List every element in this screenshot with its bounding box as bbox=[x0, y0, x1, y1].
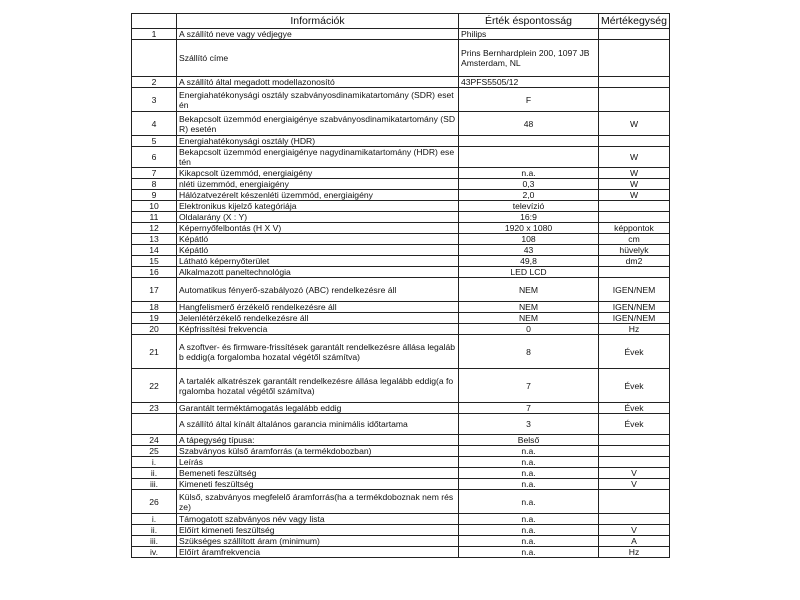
row-label: nléti üzemmód, energiaigény bbox=[177, 179, 459, 190]
row-unit: W bbox=[599, 168, 670, 179]
row-label: Oldalarány (X : Y) bbox=[177, 212, 459, 223]
row-value: 7 bbox=[459, 369, 599, 403]
row-label: Hálózatvezérelt készenléti üzemmód, energiaigény bbox=[177, 190, 459, 201]
row-label: A szállító által kínált általános garancia minimális időtartama bbox=[177, 414, 459, 435]
row-number: 18 bbox=[132, 302, 177, 313]
row-label: Garantált terméktámogatás legalább eddig bbox=[177, 403, 459, 414]
row-unit bbox=[599, 490, 670, 514]
row-value: n.a. bbox=[459, 468, 599, 479]
row-unit: A bbox=[599, 536, 670, 547]
row-number: i. bbox=[132, 457, 177, 468]
table-row bbox=[132, 29, 670, 40]
row-value: 1920 x 1080 bbox=[459, 223, 599, 234]
row-unit bbox=[599, 435, 670, 446]
row-value: Philips bbox=[459, 29, 599, 40]
table-row bbox=[132, 369, 670, 403]
row-label: Energiahatékonysági osztály szabványosdinamikatartomány (SDR) esetén bbox=[177, 88, 459, 112]
row-number: 4 bbox=[132, 112, 177, 136]
row-value: 0,3 bbox=[459, 179, 599, 190]
row-label: Képfrissítési frekvencia bbox=[177, 324, 459, 335]
row-label: Szabványos külső áramforrás (a termékdobozban) bbox=[177, 446, 459, 457]
table-row bbox=[132, 234, 670, 245]
table-row bbox=[132, 514, 670, 525]
table-row bbox=[132, 403, 670, 414]
table-row bbox=[132, 212, 670, 223]
row-label: A szoftver- és firmware-frissítések garantált rendelkezésre állása legalább eddig(a forgalomba hozatal végétől számítva) bbox=[177, 335, 459, 369]
row-label: Automatikus fényerő-szabályozó (ABC) rendelkezésre áll bbox=[177, 278, 459, 302]
table-body bbox=[132, 29, 670, 558]
row-number: ii. bbox=[132, 525, 177, 536]
row-number: 14 bbox=[132, 245, 177, 256]
row-unit: IGEN/NEM bbox=[599, 313, 670, 324]
row-label: A szállító által megadott modellazonosító bbox=[177, 77, 459, 88]
table-row bbox=[132, 324, 670, 335]
row-number: 5 bbox=[132, 136, 177, 147]
row-value: 43 bbox=[459, 245, 599, 256]
row-value: 48 bbox=[459, 112, 599, 136]
row-number: 16 bbox=[132, 267, 177, 278]
row-value: n.a. bbox=[459, 536, 599, 547]
row-number: 22 bbox=[132, 369, 177, 403]
row-label: Kimeneti feszültség bbox=[177, 479, 459, 490]
row-unit: W bbox=[599, 190, 670, 201]
row-number: 3 bbox=[132, 88, 177, 112]
row-value: LED LCD bbox=[459, 267, 599, 278]
row-label: A tápegység típusa: bbox=[177, 435, 459, 446]
table-row bbox=[132, 525, 670, 536]
table-row bbox=[132, 536, 670, 547]
table-row bbox=[132, 223, 670, 234]
row-label: Leírás bbox=[177, 457, 459, 468]
row-value: n.a. bbox=[459, 168, 599, 179]
table-row bbox=[132, 88, 670, 112]
row-label: Hangfelismerő érzékelő rendelkezésre áll bbox=[177, 302, 459, 313]
row-label: Bemeneti feszültség bbox=[177, 468, 459, 479]
row-label: Előírt áramfrekvencia bbox=[177, 547, 459, 558]
row-number: 17 bbox=[132, 278, 177, 302]
row-label: Képátló bbox=[177, 245, 459, 256]
table-row bbox=[132, 335, 670, 369]
row-number: 10 bbox=[132, 201, 177, 212]
table-row bbox=[132, 457, 670, 468]
table-row bbox=[132, 547, 670, 558]
row-number: 26 bbox=[132, 490, 177, 514]
table-row bbox=[132, 201, 670, 212]
product-information-table bbox=[131, 13, 670, 558]
table-row bbox=[132, 147, 670, 168]
row-unit: Évek bbox=[599, 369, 670, 403]
row-label: Bekapcsolt üzemmód energiaigénye nagydinamikatartomány (HDR) esetén bbox=[177, 147, 459, 168]
table-row bbox=[132, 168, 670, 179]
table-row bbox=[132, 190, 670, 201]
table-row bbox=[132, 278, 670, 302]
row-number: 23 bbox=[132, 403, 177, 414]
row-value: Belső bbox=[459, 435, 599, 446]
row-number: 24 bbox=[132, 435, 177, 446]
row-value: 8 bbox=[459, 335, 599, 369]
row-value: NEM bbox=[459, 313, 599, 324]
row-label: Elektronikus kijelző kategóriája bbox=[177, 201, 459, 212]
row-unit: V bbox=[599, 468, 670, 479]
row-unit: IGEN/NEM bbox=[599, 278, 670, 302]
row-unit bbox=[599, 29, 670, 40]
row-number: ii. bbox=[132, 468, 177, 479]
row-value: Prins Bernhardplein 200, 1097 JB Amsterdam, NL bbox=[459, 40, 599, 77]
row-label: Előírt kimeneti feszültség bbox=[177, 525, 459, 536]
row-value: n.a. bbox=[459, 446, 599, 457]
header-number bbox=[132, 14, 177, 29]
row-unit: W bbox=[599, 112, 670, 136]
row-unit: V bbox=[599, 479, 670, 490]
header-value-accuracy: Érték éspontosság bbox=[459, 14, 599, 29]
row-number: 15 bbox=[132, 256, 177, 267]
header-units: Mértékegység bbox=[599, 14, 670, 29]
row-value: 3 bbox=[459, 414, 599, 435]
row-number: 11 bbox=[132, 212, 177, 223]
row-value: 2,0 bbox=[459, 190, 599, 201]
row-unit bbox=[599, 446, 670, 457]
row-number: iv. bbox=[132, 547, 177, 558]
row-unit: hüvelyk bbox=[599, 245, 670, 256]
row-unit: Hz bbox=[599, 324, 670, 335]
row-label: A tartalék alkatrészek garantált rendelkezésre állása legalább eddig(a forgalomba hozatal végétől számítva) bbox=[177, 369, 459, 403]
row-unit: dm2 bbox=[599, 256, 670, 267]
row-number: 2 bbox=[132, 77, 177, 88]
row-label: Látható képernyőterület bbox=[177, 256, 459, 267]
table-row bbox=[132, 256, 670, 267]
row-value: 0 bbox=[459, 324, 599, 335]
row-value: NEM bbox=[459, 302, 599, 313]
table-row bbox=[132, 414, 670, 435]
row-unit: IGEN/NEM bbox=[599, 302, 670, 313]
table-row bbox=[132, 479, 670, 490]
row-number: 8 bbox=[132, 179, 177, 190]
row-value: n.a. bbox=[459, 525, 599, 536]
row-number bbox=[132, 40, 177, 77]
row-unit: Évek bbox=[599, 403, 670, 414]
row-label: Szükséges szállított áram (minimum) bbox=[177, 536, 459, 547]
row-number: 7 bbox=[132, 168, 177, 179]
header-information: Információk bbox=[177, 14, 459, 29]
row-value: televízió bbox=[459, 201, 599, 212]
row-number: 21 bbox=[132, 335, 177, 369]
row-value: n.a. bbox=[459, 547, 599, 558]
row-value: 16:9 bbox=[459, 212, 599, 223]
table-row bbox=[132, 267, 670, 278]
row-value: 43PFS5505/12 bbox=[459, 77, 599, 88]
row-value: n.a. bbox=[459, 457, 599, 468]
row-unit: Hz bbox=[599, 547, 670, 558]
row-unit: W bbox=[599, 147, 670, 168]
row-unit: Évek bbox=[599, 414, 670, 435]
table-row bbox=[132, 77, 670, 88]
row-unit bbox=[599, 77, 670, 88]
table-row bbox=[132, 112, 670, 136]
row-unit bbox=[599, 88, 670, 112]
row-value: n.a. bbox=[459, 514, 599, 525]
table-row bbox=[132, 40, 670, 77]
row-unit bbox=[599, 457, 670, 468]
row-unit bbox=[599, 514, 670, 525]
row-unit: W bbox=[599, 179, 670, 190]
row-value: F bbox=[459, 88, 599, 112]
row-number: iii. bbox=[132, 479, 177, 490]
row-number: 12 bbox=[132, 223, 177, 234]
row-unit bbox=[599, 212, 670, 223]
row-label: A szállító neve vagy védjegye bbox=[177, 29, 459, 40]
row-number: 20 bbox=[132, 324, 177, 335]
row-number: 1 bbox=[132, 29, 177, 40]
row-number: 19 bbox=[132, 313, 177, 324]
row-value: 7 bbox=[459, 403, 599, 414]
row-unit bbox=[599, 201, 670, 212]
row-unit bbox=[599, 136, 670, 147]
row-value: 108 bbox=[459, 234, 599, 245]
row-number: i. bbox=[132, 514, 177, 525]
row-label: Bekapcsolt üzemmód energiaigénye szabványosdinamikatartomány (SDR) esetén bbox=[177, 112, 459, 136]
row-number: 25 bbox=[132, 446, 177, 457]
row-unit bbox=[599, 267, 670, 278]
table-row bbox=[132, 446, 670, 457]
row-number bbox=[132, 414, 177, 435]
row-value: n.a. bbox=[459, 479, 599, 490]
table-header-row bbox=[132, 14, 670, 29]
row-label: Energiahatékonysági osztály (HDR) bbox=[177, 136, 459, 147]
row-label: Alkalmazott paneltechnológia bbox=[177, 267, 459, 278]
row-number: iii. bbox=[132, 536, 177, 547]
table-row bbox=[132, 179, 670, 190]
row-number: 13 bbox=[132, 234, 177, 245]
row-value bbox=[459, 136, 599, 147]
table-row bbox=[132, 302, 670, 313]
row-unit bbox=[599, 40, 670, 77]
row-label: Jelenlétérzékelő rendelkezésre áll bbox=[177, 313, 459, 324]
row-label: Képátló bbox=[177, 234, 459, 245]
row-value bbox=[459, 147, 599, 168]
table-row bbox=[132, 313, 670, 324]
row-label: Külső, szabványos megfelelő áramforrás(ha a termékdoboznak nem része) bbox=[177, 490, 459, 514]
row-value: n.a. bbox=[459, 490, 599, 514]
row-label: Kikapcsolt üzemmód, energiaigény bbox=[177, 168, 459, 179]
row-value: NEM bbox=[459, 278, 599, 302]
row-number: 6 bbox=[132, 147, 177, 168]
table-row bbox=[132, 490, 670, 514]
row-label: Támogatott szabványos név vagy lista bbox=[177, 514, 459, 525]
table-row bbox=[132, 245, 670, 256]
table-row bbox=[132, 468, 670, 479]
row-unit: V bbox=[599, 525, 670, 536]
row-number: 9 bbox=[132, 190, 177, 201]
table-row bbox=[132, 136, 670, 147]
table-row bbox=[132, 435, 670, 446]
row-unit: cm bbox=[599, 234, 670, 245]
row-unit: képpontok bbox=[599, 223, 670, 234]
row-value: 49,8 bbox=[459, 256, 599, 267]
row-label: Képernyőfelbontás (H X V) bbox=[177, 223, 459, 234]
row-label: Szállító címe bbox=[177, 40, 459, 77]
row-unit: Évek bbox=[599, 335, 670, 369]
